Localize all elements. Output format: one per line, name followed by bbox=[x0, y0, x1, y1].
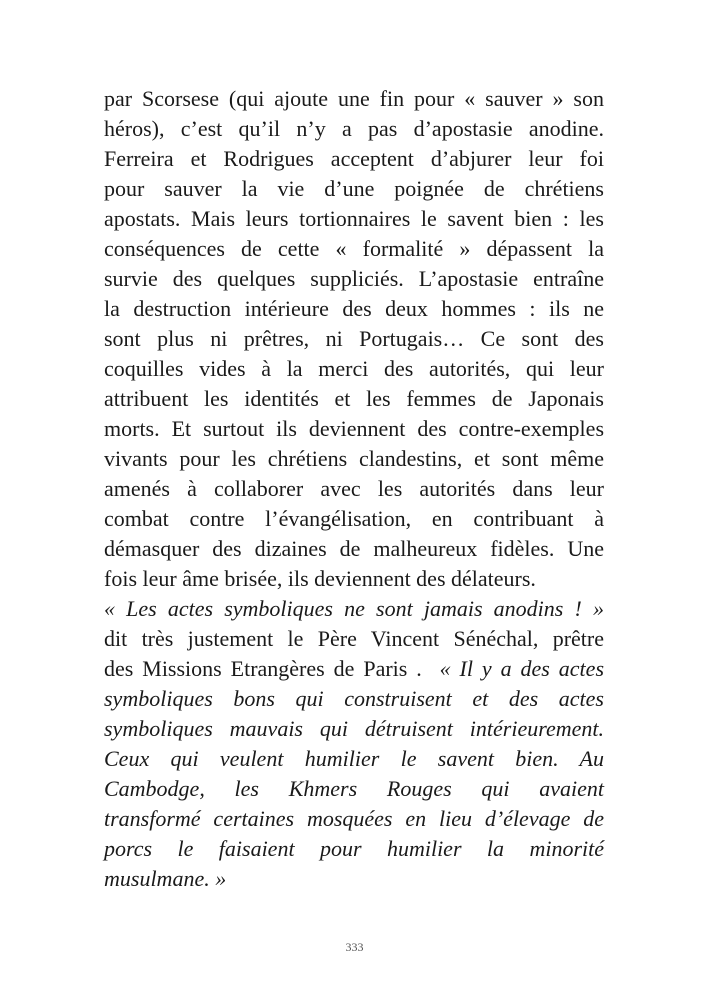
paragraph-1 bbox=[104, 84, 604, 594]
text-line: héros), c’est qu’il n’y a pas d’apostasie anodine. bbox=[104, 116, 604, 141]
text-line: fois leur âme brisée, ils deviennent des délateurs. bbox=[104, 566, 536, 591]
text-line: pour sauver la vie d’une poignée de chrétiens bbox=[104, 176, 604, 201]
quote-line: Ceux qui veulent humilier le savent bien. Au bbox=[104, 746, 604, 771]
text-line: dit très justement le Père Vincent Sénéchal, prêtre bbox=[104, 626, 604, 651]
quote-line: « Les actes symboliques ne sont jamais anodins ! » bbox=[104, 596, 604, 621]
text-line: la destruction intérieure des deux hommes : ils ne bbox=[104, 296, 604, 321]
quote-line: symboliques bons qui construisent et des actes bbox=[104, 686, 604, 711]
quote-line: transformé certaines mosquées en lieu d’élevage de bbox=[104, 806, 604, 831]
mixed-line bbox=[104, 654, 604, 684]
text-line: combat contre l’évangélisation, en contribuant à bbox=[104, 506, 604, 531]
page-number: 333 bbox=[345, 940, 364, 954]
text-line: morts. Et surtout ils deviennent des contre-exemples bbox=[104, 416, 604, 441]
quote-line: porcs le faisaient pour humilier la minorité bbox=[104, 836, 604, 861]
text-line: vivants pour les chrétiens clandestins, et sont même bbox=[104, 446, 604, 471]
body-text bbox=[104, 84, 604, 894]
text-line: survie des quelques suppliciés. L’apostasie entraîne bbox=[104, 266, 604, 291]
quote-line: symboliques mauvais qui détruisent intérieurement. bbox=[104, 716, 604, 741]
text-line: sont plus ni prêtres, ni Portugais… Ce sont des bbox=[104, 326, 604, 351]
text-line: par Scorsese (qui ajoute une fin pour « sauver » son bbox=[104, 86, 604, 111]
quote-segment: « Il y a des actes bbox=[439, 656, 604, 681]
quote-line: Cambodge, les Khmers Rouges qui avaient bbox=[104, 776, 604, 801]
text-line: apostats. Mais leurs tortionnaires le savent bien : les bbox=[104, 206, 604, 231]
paragraph-2 bbox=[104, 594, 604, 894]
quote-line: musulmane. » bbox=[104, 866, 227, 891]
text-line: amenés à collaborer avec les autorités dans leur bbox=[104, 476, 604, 501]
text-line: conséquences de cette « formalité » dépassent la bbox=[104, 236, 604, 261]
text-line: coquilles vides à la merci des autorités, qui leur bbox=[104, 356, 604, 381]
text-segment: des Missions Etrangères de Paris . bbox=[104, 656, 422, 681]
text-line: Ferreira et Rodrigues acceptent d’abjurer leur foi bbox=[104, 146, 604, 171]
text-line: démasquer des dizaines de malheureux fidèles. Une bbox=[104, 536, 604, 561]
text-line: attribuent les identités et les femmes de Japonais bbox=[104, 386, 604, 411]
